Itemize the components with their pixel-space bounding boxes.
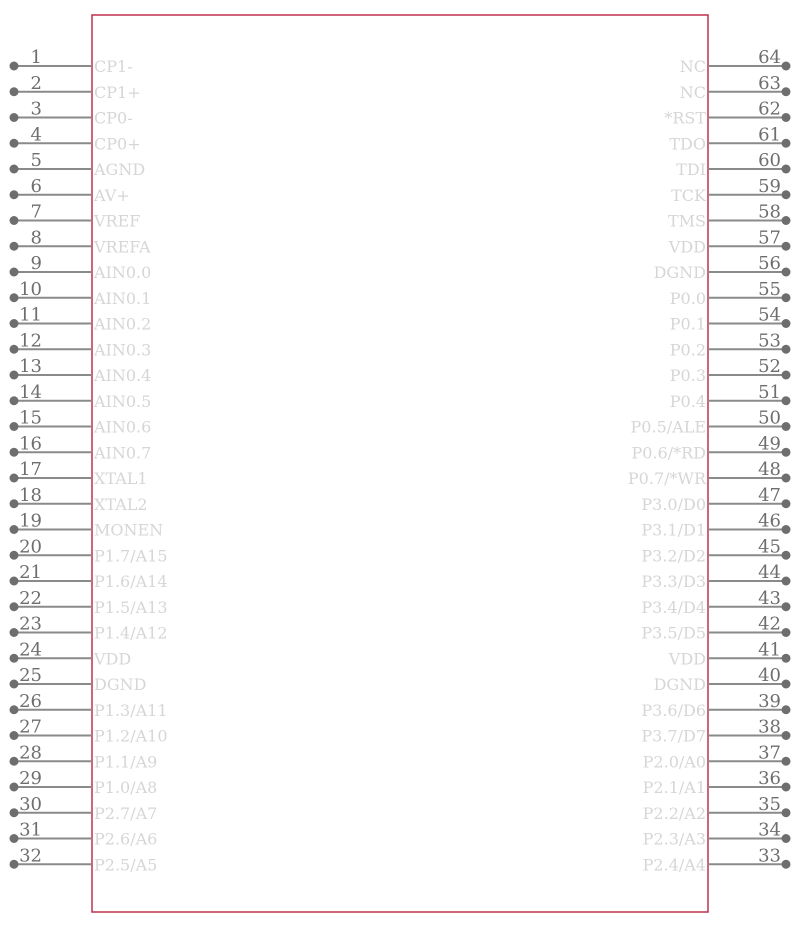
pin-21 (10, 562, 168, 591)
pin-endpoint (10, 860, 19, 869)
pin-number: 22 (19, 587, 42, 609)
ic-body-outline (92, 15, 708, 912)
pin-49 (632, 433, 791, 462)
pin-7 (10, 202, 141, 231)
pin-label: P2.0/A0 (642, 752, 706, 772)
pin-endpoint (782, 165, 791, 174)
pin-endpoint (782, 499, 791, 508)
pin-endpoint (10, 293, 19, 302)
pin-label: P1.2/A10 (94, 726, 168, 746)
pin-label: DGND (653, 675, 706, 694)
pin-51 (670, 382, 791, 411)
pin-37 (643, 742, 791, 771)
pin-label: AIN0.4 (94, 366, 152, 385)
pin-label: DGND (653, 263, 706, 282)
pin-endpoint (10, 577, 19, 586)
pin-34 (643, 820, 791, 849)
pin-number: 53 (758, 330, 781, 352)
pin-endpoint (782, 62, 791, 71)
pin-label: VDD (668, 237, 706, 257)
pin-number: 12 (19, 330, 42, 352)
pin-label: AIN0.0 (94, 263, 152, 282)
pin-label: P3.7/D7 (641, 726, 706, 746)
pin-number: 51 (758, 381, 781, 403)
pin-label: P0.1 (669, 314, 706, 334)
pin-31 (10, 820, 158, 849)
pin-number: 60 (758, 150, 781, 171)
pin-label: NC (679, 57, 706, 76)
pin-endpoint (10, 345, 19, 354)
pin-label: P2.6/A6 (94, 829, 158, 849)
pin-label: P2.7/A7 (94, 803, 158, 823)
pin-label: AIN0.7 (94, 443, 152, 463)
pin-47 (641, 485, 790, 514)
pin-number: 3 (30, 98, 42, 120)
pin-endpoint (10, 448, 19, 457)
pin-25 (10, 665, 147, 694)
pin-endpoint (782, 577, 791, 586)
pin-label: P0.0 (669, 288, 706, 308)
pin-label: TDI (676, 160, 706, 179)
pin-number: 19 (19, 510, 42, 532)
pin-endpoint (782, 242, 791, 251)
pin-label: P0.7/*WR (627, 469, 706, 488)
pin-number: 5 (30, 150, 42, 171)
pin-endpoint (782, 705, 791, 714)
pin-55 (670, 279, 791, 308)
pin-number: 43 (758, 587, 781, 609)
pin-endpoint (782, 139, 791, 148)
pin-number: 4 (30, 124, 42, 146)
pin-number: 32 (19, 845, 42, 867)
pin-endpoint (782, 293, 791, 302)
pin-number: 41 (758, 639, 781, 661)
pin-label: TMS (667, 211, 706, 231)
pin-endpoint (782, 371, 791, 380)
pin-53 (670, 330, 791, 359)
pin-label: P0.2 (669, 340, 706, 360)
pin-endpoint (782, 268, 791, 277)
pin-label: P1.3/A11 (94, 700, 168, 720)
pin-label: P3.3/D3 (641, 572, 706, 591)
pin-label: CP1+ (94, 82, 141, 102)
pin-label: TCK (671, 185, 706, 205)
pin-number: 59 (758, 175, 781, 197)
pin-endpoint (10, 628, 19, 637)
pin-label: AV+ (94, 185, 130, 205)
pin-number: 27 (19, 716, 42, 738)
pin-13 (10, 356, 152, 385)
pin-62 (664, 99, 790, 128)
pin-61 (669, 124, 790, 153)
pin-endpoint (782, 113, 791, 122)
pin-endpoint (10, 396, 19, 405)
pin-endpoint (10, 705, 19, 714)
pin-label: P0.6/*RD (631, 443, 706, 463)
pin-label: P3.6/D6 (641, 700, 706, 720)
pin-endpoint (10, 499, 19, 508)
pin-label: VREFA (94, 237, 151, 257)
pin-15 (10, 408, 152, 437)
pin-number: 17 (19, 459, 42, 480)
pin-endpoint (10, 190, 19, 199)
pin-35 (643, 794, 791, 823)
pin-label: TDO (669, 134, 706, 154)
pin-27 (10, 717, 168, 746)
pin-endpoint (10, 422, 19, 431)
pin-16 (10, 433, 152, 462)
pin-endpoint (782, 190, 791, 199)
pin-42 (641, 614, 790, 643)
pin-36 (643, 768, 791, 797)
pin-57 (668, 227, 791, 256)
pin-label: *RST (664, 108, 706, 128)
pin-endpoint (10, 319, 19, 328)
pin-number: 33 (758, 845, 781, 867)
pin-label: AIN0.6 (94, 417, 152, 437)
pin-endpoint (10, 551, 19, 560)
pin-number: 1 (30, 47, 42, 68)
pin-endpoint (782, 757, 791, 766)
pin-number: 58 (758, 201, 781, 223)
pin-endpoint (782, 602, 791, 611)
pin-22 (10, 588, 168, 617)
pin-9 (10, 253, 152, 282)
pin-28 (10, 742, 158, 771)
pin-label: P1.5/A13 (94, 597, 168, 617)
pin-label: P1.7/A15 (94, 546, 168, 566)
pin-39 (641, 691, 790, 720)
pin-label: P2.5/A5 (94, 855, 158, 875)
pin-50 (631, 408, 791, 437)
pin-label: P1.1/A9 (94, 752, 158, 772)
pin-40 (654, 665, 791, 694)
pin-10 (10, 279, 152, 308)
pin-number: 63 (758, 72, 781, 94)
pin-label: NC (679, 82, 706, 102)
pin-endpoint (10, 474, 19, 483)
pin-number: 7 (30, 201, 42, 223)
pin-number: 10 (19, 278, 42, 300)
pin-endpoint (782, 628, 791, 637)
pin-number: 14 (19, 381, 42, 403)
pin-endpoint (782, 654, 791, 663)
pin-endpoint (782, 860, 791, 869)
pin-label: XTAL1 (94, 469, 148, 488)
pin-endpoint (782, 345, 791, 354)
pin-label: P3.2/D2 (641, 546, 706, 566)
pin-label: XTAL2 (94, 494, 148, 514)
pin-label: CP1- (94, 57, 133, 76)
pin-number: 8 (30, 227, 42, 249)
pin-11 (10, 305, 152, 334)
pin-12 (10, 330, 152, 359)
pin-1 (10, 47, 133, 76)
pin-24 (10, 639, 132, 668)
pin-number: 46 (758, 510, 781, 532)
pin-number: 15 (19, 407, 42, 429)
left-pin-group (10, 47, 168, 874)
pin-30 (10, 794, 158, 823)
pin-label: DGND (94, 675, 147, 694)
pin-endpoint (10, 242, 19, 251)
pin-number: 2 (30, 72, 42, 94)
pin-56 (654, 253, 791, 282)
pin-label: CP0+ (94, 134, 141, 154)
pin-number: 56 (758, 253, 781, 274)
pin-label: P1.0/A8 (94, 778, 158, 797)
pin-endpoint (10, 525, 19, 534)
pin-number: 21 (19, 562, 42, 583)
pin-number: 38 (758, 716, 781, 738)
pin-number: 31 (19, 819, 42, 841)
pin-number: 13 (19, 356, 42, 377)
pin-54 (670, 305, 791, 334)
pin-number: 18 (19, 484, 42, 506)
pin-endpoint (782, 87, 791, 96)
pin-number: 40 (758, 665, 781, 686)
pin-45 (641, 536, 790, 565)
pin-endpoint (10, 87, 19, 96)
pin-number: 6 (30, 175, 42, 197)
pin-endpoint (10, 602, 19, 611)
pin-63 (680, 73, 791, 102)
pin-5 (10, 150, 146, 179)
pin-58 (668, 202, 791, 231)
pin-number: 36 (758, 768, 781, 789)
pin-number: 45 (758, 536, 781, 558)
pin-label: AIN0.2 (94, 314, 152, 334)
pin-52 (670, 356, 791, 385)
pin-number: 25 (19, 665, 42, 686)
pin-label: P3.4/D4 (641, 597, 706, 617)
pin-4 (10, 124, 141, 153)
pin-29 (10, 768, 158, 797)
pin-endpoint (782, 216, 791, 225)
pin-endpoint (782, 731, 791, 740)
pin-number: 34 (758, 819, 781, 841)
pin-number: 42 (758, 613, 781, 635)
pin-endpoint (782, 834, 791, 843)
pin-number: 48 (758, 459, 781, 480)
pin-number: 61 (758, 124, 781, 146)
pin-endpoint (10, 834, 19, 843)
pin-endpoint (782, 319, 791, 328)
pin-43 (641, 588, 790, 617)
pin-label: P1.4/A12 (94, 623, 168, 643)
pin-label: P0.5/ALE (630, 417, 706, 437)
pin-label: P2.2/A2 (642, 803, 706, 823)
pin-number: 24 (19, 639, 42, 661)
pin-label: P2.3/A3 (642, 829, 706, 849)
pin-label: P2.1/A1 (642, 778, 706, 797)
pin-number: 29 (19, 768, 42, 789)
pin-number: 62 (758, 98, 781, 120)
pin-endpoint (10, 680, 19, 689)
pin-endpoint (10, 216, 19, 225)
pin-33 (643, 845, 791, 874)
pin-2 (10, 73, 141, 102)
pin-number: 50 (758, 407, 781, 429)
pin-endpoint (782, 396, 791, 405)
pin-endpoint (10, 268, 19, 277)
pin-number: 44 (758, 562, 781, 583)
pin-3 (10, 99, 133, 128)
pin-endpoint (782, 680, 791, 689)
pin-number: 49 (758, 433, 781, 455)
pin-32 (10, 845, 158, 874)
pin-label: CP0- (94, 108, 133, 128)
pin-endpoint (782, 525, 791, 534)
pin-endpoint (10, 757, 19, 766)
pin-endpoint (782, 448, 791, 457)
pin-18 (10, 485, 148, 514)
pin-endpoint (10, 113, 19, 122)
pin-number: 54 (758, 304, 781, 326)
pin-endpoint (10, 371, 19, 380)
pin-23 (10, 614, 168, 643)
pin-number: 9 (30, 253, 42, 274)
pin-38 (641, 717, 790, 746)
pin-number: 11 (19, 304, 42, 326)
pin-endpoint (10, 165, 19, 174)
pin-number: 52 (758, 356, 781, 377)
pin-endpoint (10, 783, 19, 792)
pin-endpoint (782, 808, 791, 817)
pin-number: 64 (758, 47, 781, 68)
pin-label: VDD (668, 649, 706, 669)
pin-number: 39 (758, 690, 781, 712)
right-pin-group (628, 47, 791, 874)
pin-endpoint (10, 654, 19, 663)
pin-label: AIN0.3 (94, 340, 152, 360)
pin-6 (10, 176, 130, 205)
pin-number: 57 (758, 227, 781, 249)
pin-endpoint (782, 551, 791, 560)
pin-number: 26 (19, 690, 42, 712)
pin-label: P3.0/D0 (641, 494, 706, 514)
pin-number: 23 (19, 613, 42, 635)
pin-label: P3.1/D1 (641, 520, 706, 540)
pin-endpoint (782, 474, 791, 483)
pin-number: 55 (758, 278, 781, 300)
pin-26 (10, 691, 168, 720)
pin-number: 47 (758, 484, 781, 506)
pin-41 (668, 639, 791, 668)
pin-endpoint (10, 139, 19, 148)
pin-label: AIN0.1 (94, 288, 152, 308)
pin-label: VDD (94, 649, 132, 669)
pin-label: VREF (94, 211, 141, 231)
pin-number: 16 (19, 433, 42, 455)
pin-label: P2.4/A4 (642, 855, 706, 875)
pin-19 (10, 511, 164, 540)
pin-59 (671, 176, 790, 205)
pin-endpoint (10, 808, 19, 817)
pin-number: 37 (758, 742, 781, 764)
pin-label: MONEN (94, 520, 164, 540)
pin-label: P1.6/A14 (94, 572, 168, 591)
pin-number: 28 (19, 742, 42, 764)
pin-label: P3.5/D5 (641, 623, 706, 643)
pin-60 (676, 150, 790, 179)
pin-label: AIN0.5 (94, 391, 152, 411)
pin-label: AGND (94, 160, 146, 179)
pin-endpoint (782, 783, 791, 792)
pin-17 (10, 459, 148, 488)
pin-20 (10, 536, 168, 565)
pin-64 (680, 47, 791, 76)
pin-endpoint (782, 422, 791, 431)
pin-44 (641, 562, 790, 591)
pin-14 (10, 382, 152, 411)
pin-number: 35 (758, 793, 781, 815)
pin-number: 20 (19, 536, 42, 558)
pin-number: 30 (19, 793, 42, 815)
pin-label: P0.4 (669, 391, 706, 411)
pin-8 (10, 227, 151, 256)
pin-endpoint (10, 62, 19, 71)
pin-46 (641, 511, 790, 540)
pin-label: P0.3 (669, 366, 706, 385)
pin-48 (628, 459, 791, 488)
pin-endpoint (10, 731, 19, 740)
